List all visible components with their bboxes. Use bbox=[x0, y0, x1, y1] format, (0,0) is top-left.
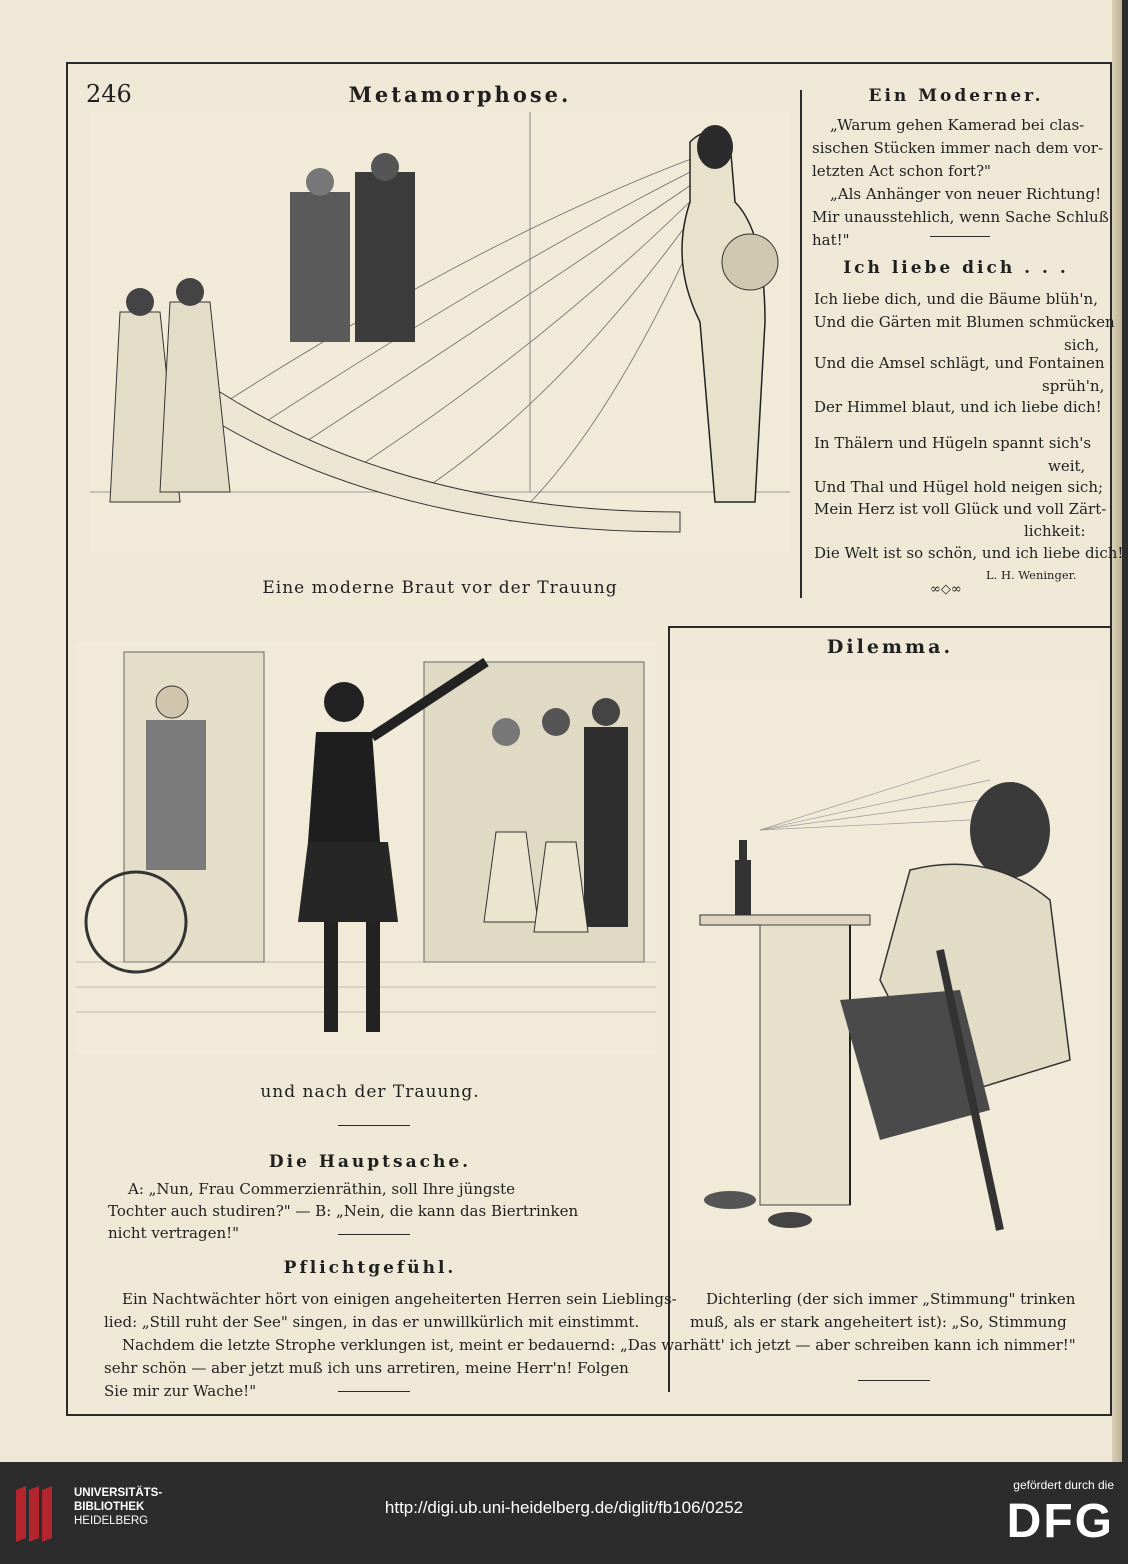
rule-after-moderner bbox=[930, 236, 990, 237]
poem-s1-line-3: sich, bbox=[1064, 336, 1100, 354]
title-dilemma: Dilemma. bbox=[826, 636, 954, 658]
rule-after-caption bbox=[338, 1125, 410, 1126]
section-divider bbox=[668, 626, 1110, 628]
poem-s2-line-6: Die Welt ist so schön, und ich liebe dich! bbox=[814, 544, 1124, 562]
poem-s1-line-4: Und die Amsel schlägt, und Fontainen bbox=[814, 354, 1105, 372]
moderner-line-1: „Warum gehen Kamerad bei clas- bbox=[830, 116, 1085, 134]
dilemma-line-2: muß, als er stark angeheitert ist): „So, Stimmung bbox=[690, 1313, 1067, 1331]
column-divider-bottom bbox=[668, 626, 670, 1392]
title-ein-moderner: Ein Moderner. bbox=[868, 86, 1044, 106]
rule-after-dilemma bbox=[858, 1380, 930, 1381]
library-name-1: UNIVERSITÄTS- bbox=[74, 1487, 163, 1499]
pflicht-line-3: Nachdem die letzte Strophe verklungen ist, meint er bedauernd: „Das war bbox=[122, 1336, 691, 1354]
caption-bride-before: Eine moderne Braut vor der Trauung bbox=[262, 578, 618, 598]
moderner-line-3: letzten Act schon fort?" bbox=[812, 162, 991, 180]
dilemma-drawing bbox=[680, 680, 1100, 1240]
poem-author: L. H. Weninger. bbox=[986, 568, 1077, 582]
hauptsache-line-2: Tochter auch studiren?" — B: „Nein, die kann das Biertrinken bbox=[108, 1202, 579, 1220]
rule-after-hauptsache bbox=[338, 1234, 410, 1235]
page-edge bbox=[1112, 0, 1122, 1462]
illustration-bride bbox=[90, 112, 790, 552]
moderner-line-6: hat!" bbox=[812, 231, 850, 249]
title-metamorphose: Metamorphose. bbox=[348, 82, 572, 107]
library-name-2: BIBLIOTHEK bbox=[74, 1501, 145, 1513]
pflicht-line-1: Ein Nachtwächter hört von einigen angeheiterten Herren sein Lieblings- bbox=[122, 1290, 677, 1308]
library-name-3: HEIDELBERG bbox=[74, 1515, 149, 1527]
hauptsache-line-1: A: „Nun, Frau Commerzienräthin, soll Ihre jüngste bbox=[128, 1180, 516, 1198]
dilemma-line-1: Dichterling (der sich immer „Stimmung" trinken bbox=[706, 1290, 1076, 1308]
ornament-divider: ∞◇∞ bbox=[930, 582, 962, 597]
poem-s2-line-1: In Thälern und Hügeln spannt sich's bbox=[814, 434, 1092, 452]
dfg-logo: DFG bbox=[1006, 1495, 1114, 1548]
moderner-line-5: Mir unausstehlich, wenn Sache Schluß bbox=[812, 208, 1109, 226]
moderner-line-4: „Als Anhänger von neuer Richtung! bbox=[830, 185, 1102, 203]
pflicht-line-2: lied: „Still ruht der See" singen, in das er unwillkürlich mit einstimmt. bbox=[104, 1313, 640, 1331]
title-die-hauptsache: Die Hauptsache. bbox=[268, 1152, 472, 1172]
rule-after-pflicht bbox=[338, 1391, 410, 1392]
page-number: 246 bbox=[86, 80, 132, 108]
illustration-dilemma bbox=[680, 680, 1100, 1240]
title-ich-liebe-dich: Ich liebe dich . . . bbox=[843, 258, 1069, 278]
pflicht-line-4: sehr schön — aber jetzt muß ich uns arretiren, meine Herr'n! Folgen bbox=[104, 1359, 629, 1377]
pflicht-line-5: Sie mir zur Wache!" bbox=[104, 1382, 257, 1400]
poem-s2-line-3: Und Thal und Hügel hold neigen sich; bbox=[814, 478, 1104, 496]
poem-s1-line-6: Der Himmel blaut, und ich liebe dich! bbox=[814, 398, 1102, 416]
dilemma-line-3: hätt' ich jetzt — aber schreiben kann ich nimmer!" bbox=[690, 1336, 1076, 1354]
poem-s1-line-5: sprüh'n, bbox=[1042, 377, 1105, 395]
moderner-line-2: sischen Stücken immer nach dem vor- bbox=[812, 139, 1104, 157]
after-wedding-drawing bbox=[76, 642, 656, 1054]
bride-drawing bbox=[90, 112, 790, 552]
page-url-link[interactable]: http://digi.ub.uni-heidelberg.de/diglit/fb106/0252 bbox=[384, 1498, 744, 1517]
poem-s1-line-1: Ich liebe dich, und die Bäume blüh'n, bbox=[814, 290, 1098, 308]
column-divider-top bbox=[800, 90, 802, 598]
poem-s2-line-4: Mein Herz ist voll Glück und voll Zärt- bbox=[814, 500, 1107, 518]
hauptsache-line-3: nicht vertragen!" bbox=[108, 1224, 240, 1242]
title-pflichtgefuehl: Pflichtgefühl. bbox=[283, 1258, 457, 1278]
illustration-after-wedding bbox=[76, 642, 656, 1054]
funded-by-label: gefördert durch die bbox=[1013, 1478, 1114, 1492]
poem-s2-line-5: lichkeit: bbox=[1024, 522, 1086, 540]
caption-after-wedding: und nach der Trauung. bbox=[260, 1082, 480, 1102]
poem-s2-line-2: weit, bbox=[1048, 457, 1086, 475]
poem-s1-line-2: Und die Gärten mit Blumen schmücken bbox=[814, 313, 1115, 331]
